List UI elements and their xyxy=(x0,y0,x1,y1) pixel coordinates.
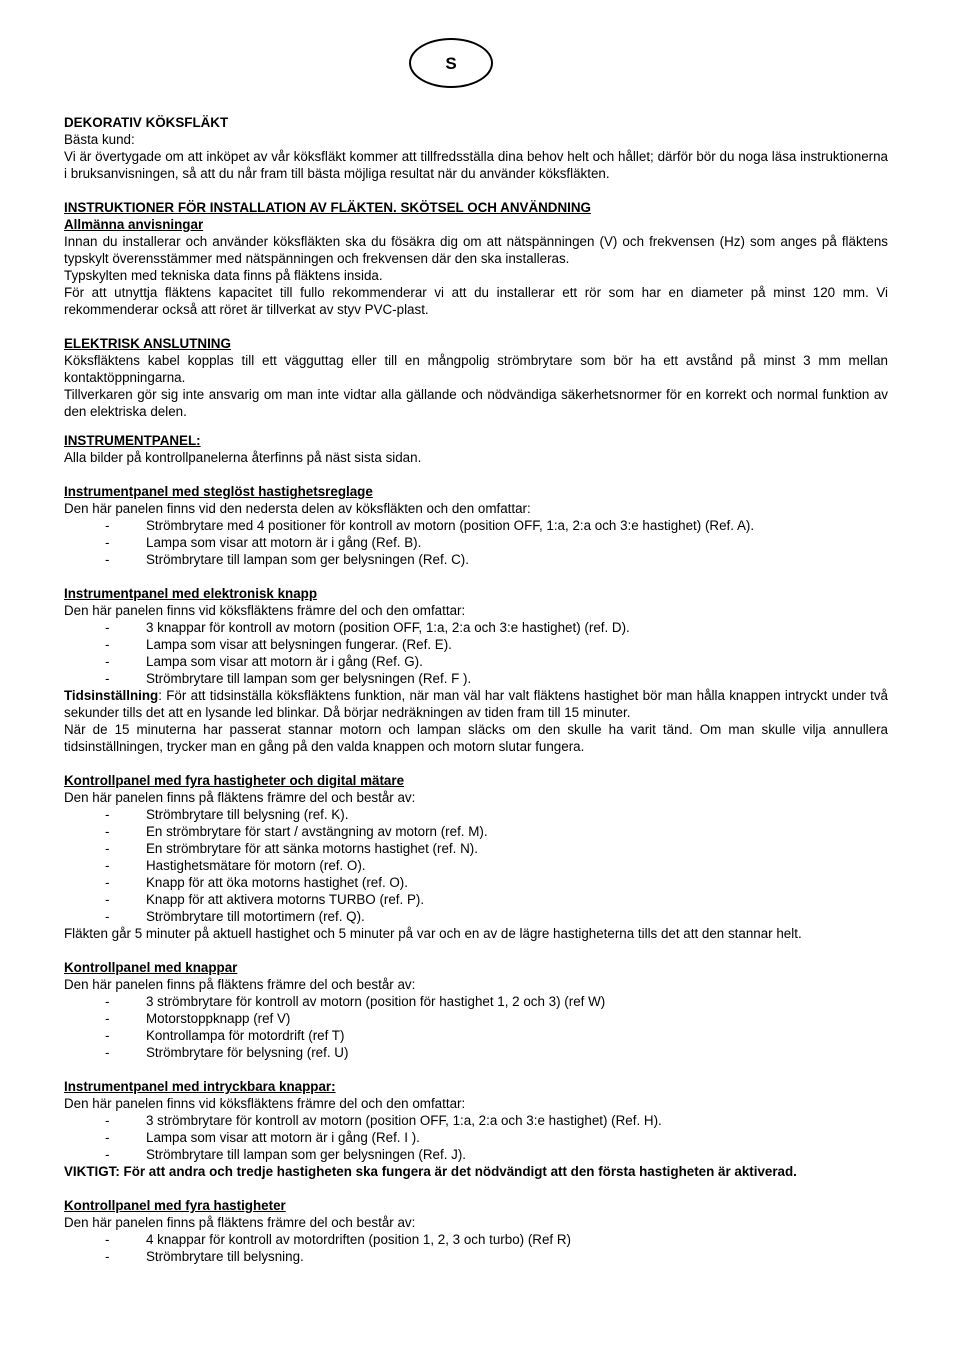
list-item: - Lampa som visar att motorn är i gång (Ref. B). xyxy=(64,534,888,551)
important-note: VIKTIGT: För att andra och tredje hastigheten ska fungera är det nödvändigt att den första hastigheten är aktiverad. xyxy=(64,1164,797,1179)
timer-paragraph xyxy=(64,687,888,721)
install-paragraph-3: För att utnyttja fläktens kapacitet till fullo rekommenderar vi att du installerar ett rör som har en diameter på minst 120 mm. Vi rekommenderar också att röret är tillverkat av styv PVC-plast. xyxy=(64,285,888,317)
bullet-list xyxy=(64,993,888,1061)
list-item: - Strömbrytare till lampan som ger belysningen (Ref. F ). xyxy=(64,670,888,687)
list-item: - 3 strömbrytare för kontroll av motorn (position OFF, 1:a, 2:a och 3:e hastighet) (Ref. H). xyxy=(64,1112,888,1129)
list-item: - Strömbrytare till lampan som ger belysningen (Ref. C). xyxy=(64,551,888,568)
section-heading: Kontrollpanel med fyra hastigheter och digital mätare xyxy=(64,773,405,788)
install-paragraph-1: Innan du installerar och använder köksfläkten ska du fösäkra dig om att nätspänningen (V) och frekvensen (Hz) som anges på fläktens typskylt överensstämmer med nätspänningen och frekvensen där den ska installeras. xyxy=(64,234,888,266)
section-heading: Instrumentpanel med steglöst hastighetsreglage xyxy=(64,484,373,499)
list-item: - Kontrollampa för motordrift (ref T) xyxy=(64,1027,888,1044)
list-item: - En strömbrytare för start / avstängning av motorn (ref. M). xyxy=(64,823,888,840)
list-item: - Knapp för att öka motorns hastighet (ref. O). xyxy=(64,874,888,891)
section-intro: Den här panelen finns på fläktens främre del och består av: xyxy=(64,790,416,805)
list-item: - 4 knappar för kontroll av motordriften (position 1, 2, 3 och turbo) (Ref R) xyxy=(64,1231,888,1248)
list-item: - En strömbrytare för att sänka motorns hastighet (ref. N). xyxy=(64,840,888,857)
list-item: - Strömbrytare för belysning (ref. U) xyxy=(64,1044,888,1061)
list-item: - Strömbrytare till motortimern (ref. Q). xyxy=(64,908,888,925)
list-item: - Strömbrytare till belysning. xyxy=(64,1248,888,1265)
section-intro: Den här panelen finns på fläktens främre del och består av: xyxy=(64,977,416,992)
install-heading: INSTRUKTIONER FÖR INSTALLATION AV FLÄKTEN. SKÖTSEL OCH ANVÄNDNING xyxy=(64,200,591,215)
list-item: - Lampa som visar att motorn är i gång (Ref. I ). xyxy=(64,1129,888,1146)
timer-label: Tidsinställning xyxy=(64,688,159,703)
list-item: - Strömbrytare med 4 positioner för kontroll av motorn (position OFF, 1:a, 2:a och 3:e hastighet) (Ref. A). xyxy=(64,517,888,534)
list-item: - Lampa som visar att belysningen fungerar. (Ref. E). xyxy=(64,636,888,653)
install-paragraph-2: Typskylten med tekniska data finns på fläktens insida. xyxy=(64,268,383,283)
general-instructions-heading: Allmänna anvisningar xyxy=(64,217,204,232)
document-title: DEKORATIV KÖKSFLÄKT xyxy=(64,115,229,130)
panel-heading: INSTRUMENTPANEL: xyxy=(64,433,201,448)
list-item: - Lampa som visar att motorn är i gång (Ref. G). xyxy=(64,653,888,670)
bullet-list xyxy=(64,1231,888,1265)
bullet-list xyxy=(64,517,888,568)
section-heading: Instrumentpanel med elektronisk knapp xyxy=(64,586,317,601)
section-intro: Den här panelen finns vid köksfläktens främre del och den omfattar: xyxy=(64,1096,466,1111)
panel-paragraph: Alla bilder på kontrollpanelerna återfinns på näst sista sidan. xyxy=(64,450,422,465)
electric-paragraph-1: Köksfläktens kabel kopplas till ett vägguttag eller till en mångpolig strömbrytare som bör ha ett avstånd på minst 3 mm mellan kontaktöppningarna. xyxy=(64,353,888,385)
section-after: Fläkten går 5 minuter på aktuell hastighet och 5 minuter på var och en av de lägre hastigheterna tills det att den stannar helt. xyxy=(64,926,802,941)
list-item: - 3 knappar för kontroll av motorn (position OFF, 1:a, 2:a och 3:e hastighet) (ref. D). xyxy=(64,619,888,636)
bullet-list xyxy=(64,1112,888,1163)
list-item: - Hastighetsmätare för motorn (ref. O). xyxy=(64,857,888,874)
section-intro: Den här panelen finns vid köksfläktens främre del och den omfattar: xyxy=(64,603,466,618)
section-heading: Kontrollpanel med knappar xyxy=(64,960,238,975)
section-after: När de 15 minuterna har passerat stannar motorn och lampan släcks om den skulle ha varit tänd. Om man skulle vilja annullera tidsinställningen, trycker man en gång på den valda knappen och motorn slutar fungera. xyxy=(64,722,888,754)
section-intro: Den här panelen finns vid den nedersta delen av köksfläkten och den omfattar: xyxy=(64,501,531,516)
list-item: - Knapp för att aktivera motorns TURBO (ref. P). xyxy=(64,891,888,908)
language-badge: S xyxy=(409,38,493,88)
section-intro: Den här panelen finns på fläktens främre del och består av: xyxy=(64,1215,416,1230)
intro-paragraph: Vi är övertygade om att inköpet av vår köksfläkt kommer att tillfredsställa dina behov helt och hållet; därför bör du noga läsa instruktionerna i bruksanvisningen, så att du når fram till bästa möjliga resultat när du använder köksfläkten. xyxy=(64,149,888,181)
electric-heading: ELEKTRISK ANSLUTNING xyxy=(64,336,231,351)
greeting: Bästa kund: xyxy=(64,132,135,147)
list-item: - Strömbrytare till lampan som ger belysningen (Ref. J). xyxy=(64,1146,888,1163)
electric-paragraph-2: Tillverkaren gör sig inte ansvarig om man inte vidtar alla gällande och nödvändiga säkerhetsnormer för en korrekt och normal funktion av den elektriska delen. xyxy=(64,387,888,419)
bullet-list xyxy=(64,806,888,925)
list-item: - Motorstoppknapp (ref V) xyxy=(64,1010,888,1027)
list-item: - 3 strömbrytare för kontroll av motorn (position för hastighet 1, 2 och 3) (ref W) xyxy=(64,993,888,1010)
bullet-list xyxy=(64,619,888,687)
section-heading: Kontrollpanel med fyra hastigheter xyxy=(64,1198,286,1213)
document-body xyxy=(64,114,888,1265)
section-heading: Instrumentpanel med intryckbara knappar: xyxy=(64,1079,336,1094)
timer-text: : För att tidsinställa köksfläktens funktion, när man väl har valt fläktens hastighet bör man hålla knappen intryckt under två sekunder tills det att en lysande led blinkar. Då börjar nedräkningen av tiden fram till 15 minuter. xyxy=(64,688,888,720)
list-item: - Strömbrytare till belysning (ref. K). xyxy=(64,806,888,823)
